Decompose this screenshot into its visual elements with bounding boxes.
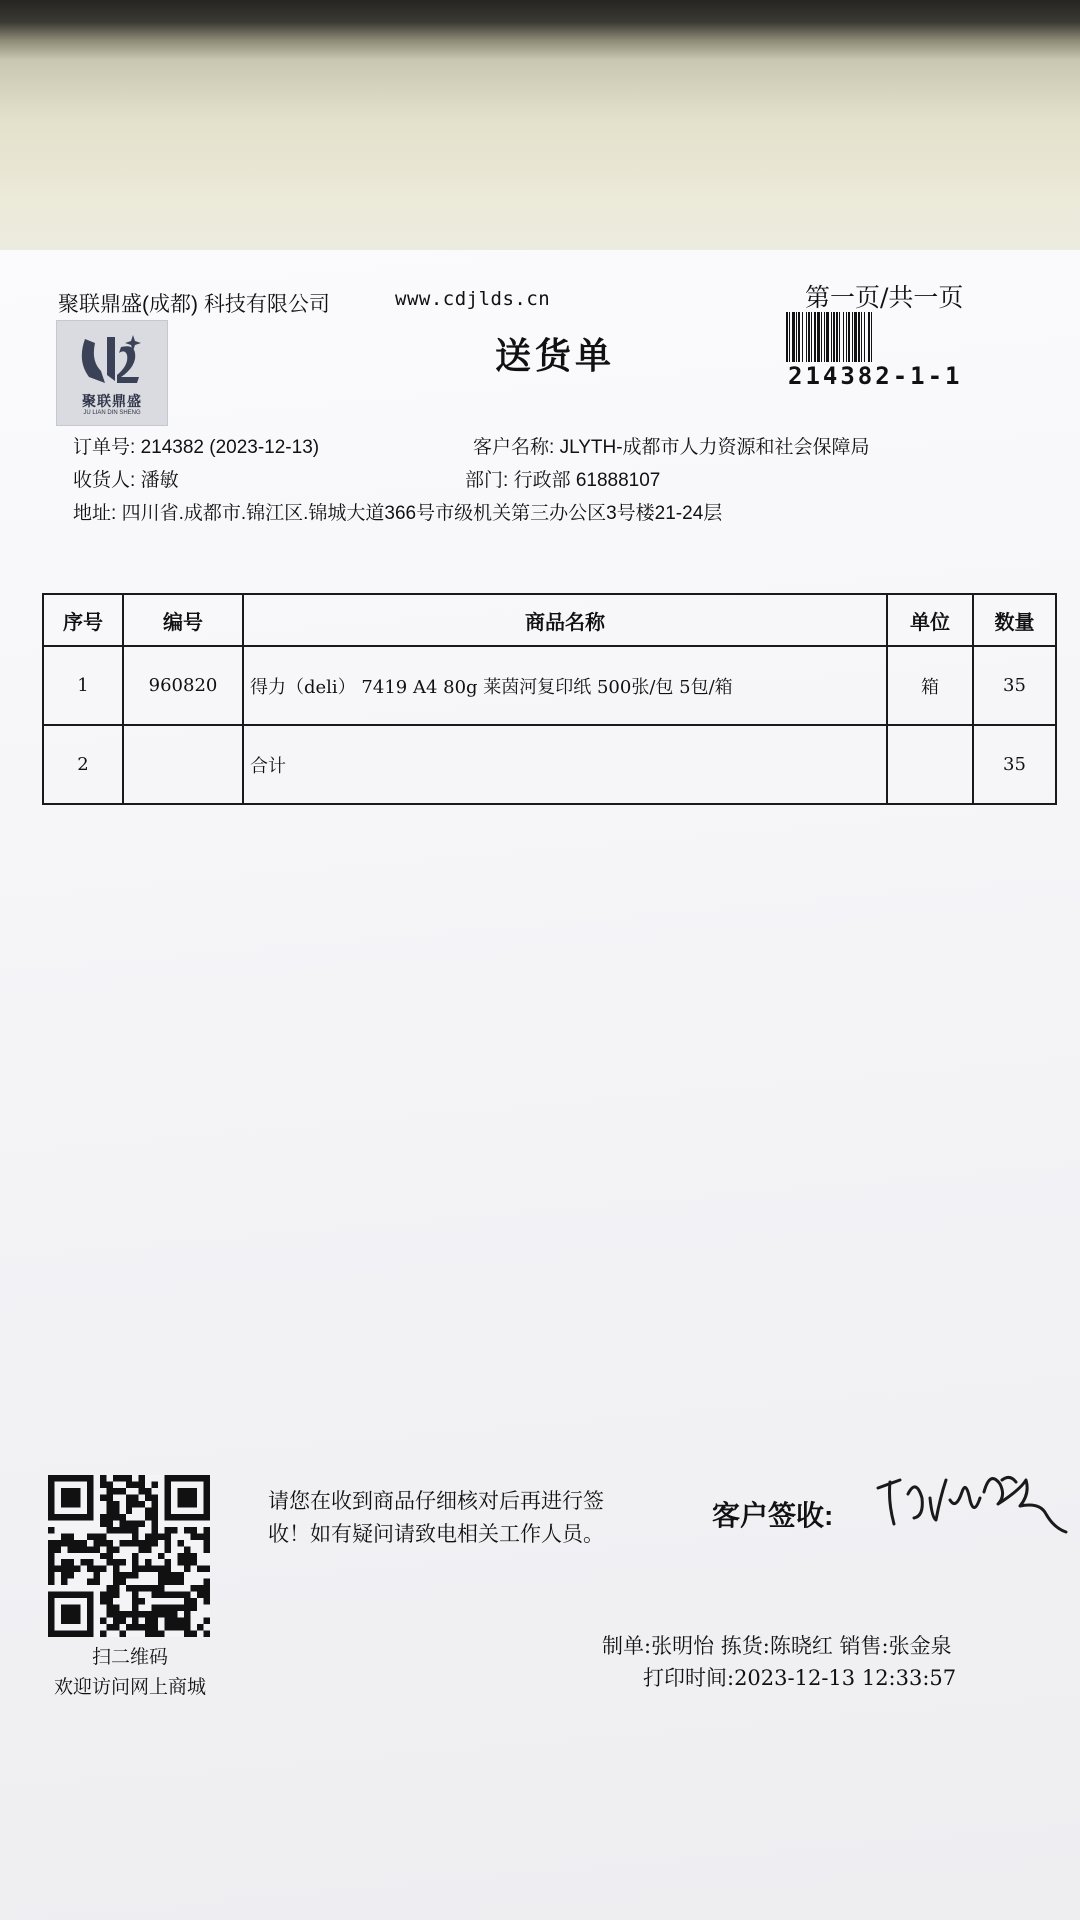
qr-caption: [0, 1642, 260, 1702]
order-barcode: [786, 312, 976, 362]
barcode-number: 214382-1-1: [788, 362, 963, 390]
print-time: 打印时间:2023-12-13 12:33:57: [643, 1666, 957, 1690]
company-name: 聚联鼎盛(成都) 科技有限公司: [58, 293, 330, 316]
table-row: [43, 646, 1056, 725]
department-value: 行政部 61888107: [513, 470, 661, 491]
address-value: 四川省.成都市.锦江区.锦城大道366号市级机关第三办公区3号楼21-24层: [121, 503, 723, 524]
notice-line-1: 请您在收到商品仔细核对后再进行签: [268, 1490, 604, 1513]
delivery-note-paper: [0, 250, 1080, 1920]
qr-caption-line-1: 扫二维码: [91, 1646, 168, 1668]
department-label: 部门:: [465, 470, 509, 491]
header-unit: 单位: [887, 594, 973, 646]
receiver-label: 收货人:: [73, 470, 136, 491]
cell-unit: [887, 725, 973, 804]
order-number-value: 214382 (2023-12-13): [140, 437, 320, 458]
cell-code: [123, 725, 243, 804]
table-header-row: [43, 594, 1056, 646]
address-row: [73, 498, 722, 525]
customer-label: 客户名称:: [473, 437, 555, 458]
cell-quantity: 35: [973, 725, 1056, 804]
table-row: [43, 725, 1056, 804]
cell-product-name: 合计: [243, 725, 887, 804]
cell-serial: 1: [43, 646, 123, 725]
company-website: www.cdjlds.cn: [395, 288, 551, 310]
logo-brand-name: 聚联鼎盛: [82, 393, 142, 409]
items-table: [42, 593, 1057, 805]
handwritten-signature: [870, 1440, 1080, 1540]
logo-mark-icon: [75, 331, 147, 389]
order-number-row: [73, 432, 319, 459]
company-logo: [56, 320, 168, 426]
header-serial: 序号: [43, 594, 123, 646]
address-label: 地址:: [73, 503, 117, 524]
receiver-row: [73, 465, 179, 492]
header-product-name: 商品名称: [243, 594, 887, 646]
cell-code: 960820: [123, 646, 243, 725]
customer-value: JLYTH-成都市人力资源和社会保障局: [559, 437, 870, 458]
document-title: 送货单: [495, 335, 616, 376]
department-row: [465, 465, 660, 492]
cell-serial: 2: [43, 725, 123, 804]
notice-line-2: 收！如有疑问请致电相关工作人员。: [268, 1523, 604, 1546]
logo-brand-pinyin: JU LIAN DIN SHENG: [83, 410, 141, 416]
cell-unit: 箱: [887, 646, 973, 725]
customer-row: [473, 432, 870, 459]
cell-product-name: 得力（deli） 7419 A4 80g 莱茵河复印纸 500张/包 5包/箱: [243, 646, 887, 725]
receipt-notice: [268, 1485, 604, 1551]
receiver-value: 潘敏: [140, 470, 179, 491]
header-code: 编号: [123, 594, 243, 646]
qr-code: [48, 1475, 210, 1637]
staff-line: 制单:张明怡 拣货:陈晓红 销售:张金泉: [602, 1634, 952, 1658]
order-number-label: 订单号:: [73, 437, 136, 458]
header-quantity: 数量: [973, 594, 1056, 646]
cell-quantity: 35: [973, 646, 1056, 725]
page-indicator: 第一页/共一页: [805, 283, 964, 312]
qr-caption-line-2: 欢迎访问网上商城: [53, 1676, 206, 1698]
customer-signature-label: 客户签收:: [712, 1500, 834, 1531]
